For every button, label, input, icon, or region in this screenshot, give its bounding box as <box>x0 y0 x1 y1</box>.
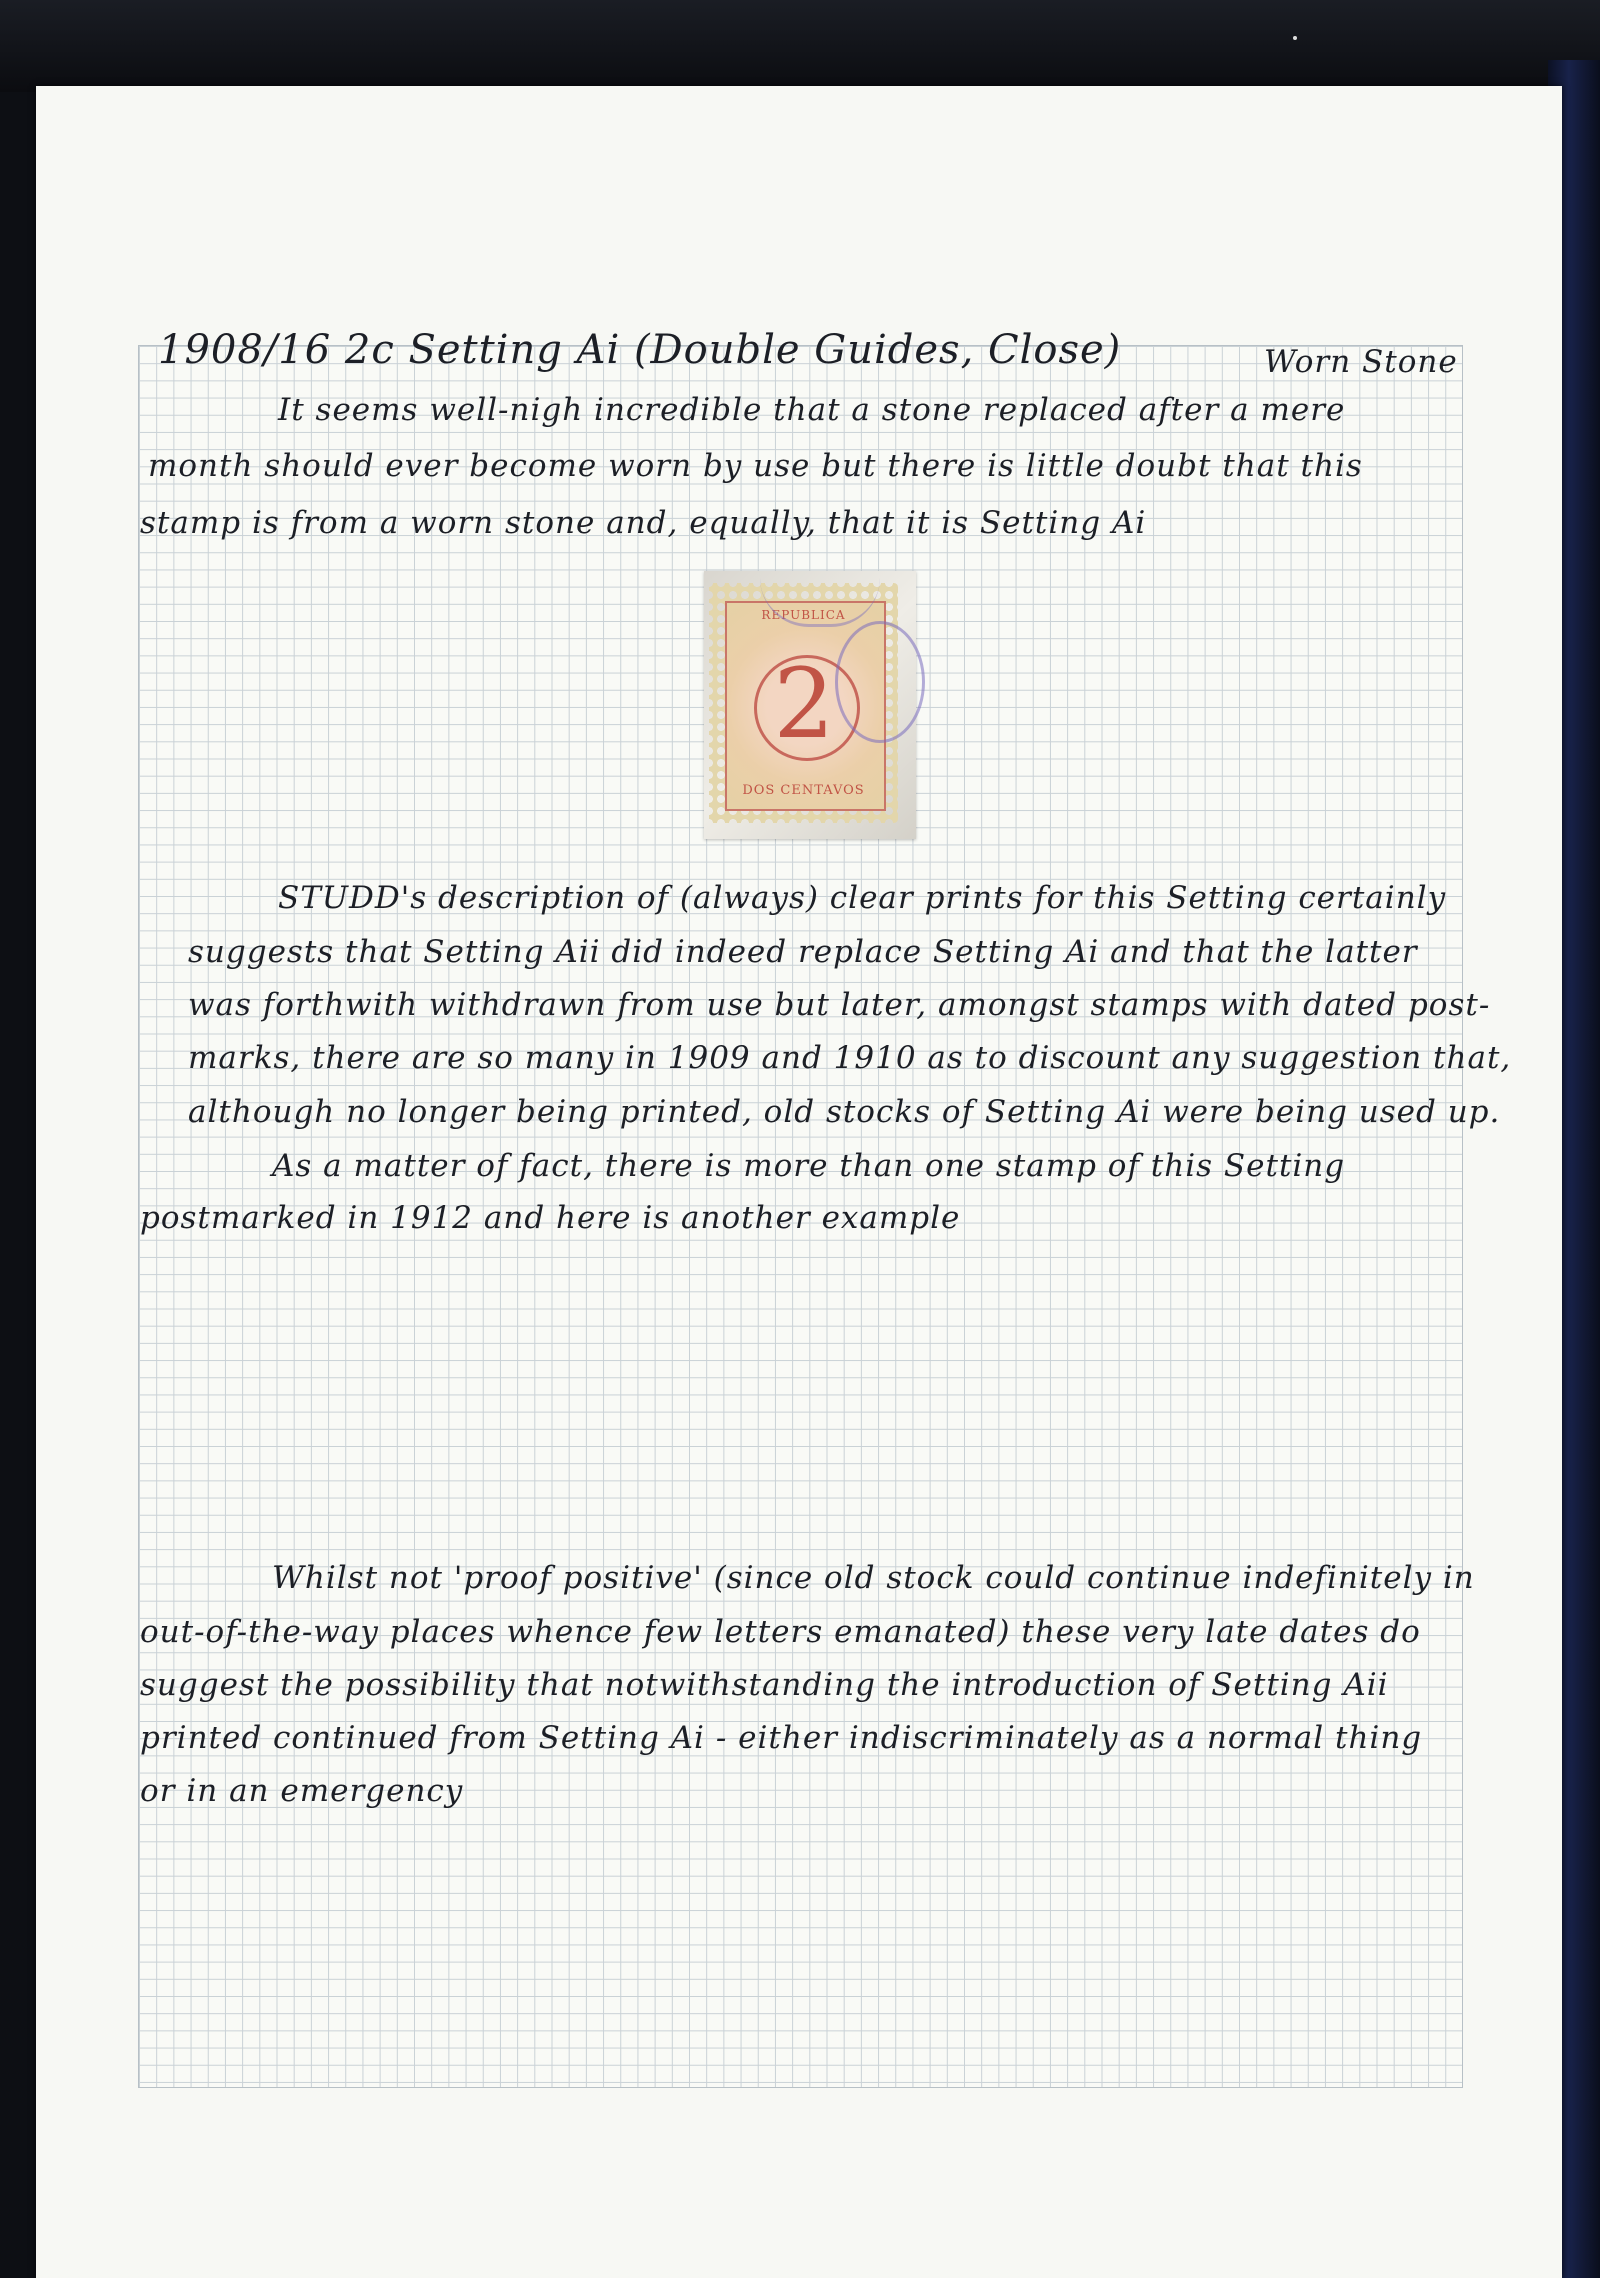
stamp-numeral: 2 <box>773 648 835 760</box>
paragraph-4-line-3: suggest the possibility that notwithstanding the introduction of Setting Aii <box>140 1667 1389 1703</box>
paragraph-1-line-2: month should ever become worn by use but there is little doubt that this <box>148 448 1363 484</box>
paragraph-2-line-3: was forthwith withdrawn from use but later, amongst stamps with dated post- <box>188 987 1491 1023</box>
paragraph-2-line-4: marks, there are so many in 1909 and 1910 as to discount any suggestion that, <box>188 1040 1512 1076</box>
paragraph-4-line-1: Whilst not 'proof positive' (since old stock could continue indefinitely in <box>272 1560 1475 1596</box>
paragraph-4-line-2: out-of-the-way places whence few letters emanated) these very late dates do <box>140 1614 1421 1650</box>
stamp-top-inscription: REPUBLICA <box>761 608 846 622</box>
paragraph-4-line-4: printed continued from Setting Ai - either indiscriminately as a normal thing <box>140 1720 1423 1756</box>
dust-speck <box>1293 36 1297 40</box>
page-title: 1908/16 2c Setting Ai (Double Guides, Close) <box>158 327 1122 373</box>
paragraph-1-line-3: stamp is from a worn stone and, equally, that it is Setting Ai <box>140 505 1147 541</box>
paragraph-1-line-1: It seems well-nigh incredible that a stone replaced after a mere <box>278 392 1346 428</box>
paragraph-2-line-2: suggests that Setting Aii did indeed replace Setting Ai and that the latter <box>188 934 1418 970</box>
stamp-value-inscription: DOS CENTAVOS <box>742 783 865 798</box>
paragraph-3-line-2: postmarked in 1912 and here is another example <box>140 1200 961 1236</box>
paragraph-4-line-5: or in an emergency <box>140 1773 464 1809</box>
page-subtitle-worn-stone: Worn Stone <box>1264 344 1458 380</box>
background-top-strip <box>0 0 1600 92</box>
postmark-oval <box>835 621 925 743</box>
paragraph-3-line-1: As a matter of fact, there is more than one stamp of this Setting <box>272 1148 1346 1184</box>
paragraph-2-line-1: STUDD's description of (always) clear prints for this Setting certainly <box>278 880 1447 916</box>
paragraph-2-line-5: although no longer being printed, old stocks of Setting Ai were being used up. <box>188 1094 1501 1130</box>
